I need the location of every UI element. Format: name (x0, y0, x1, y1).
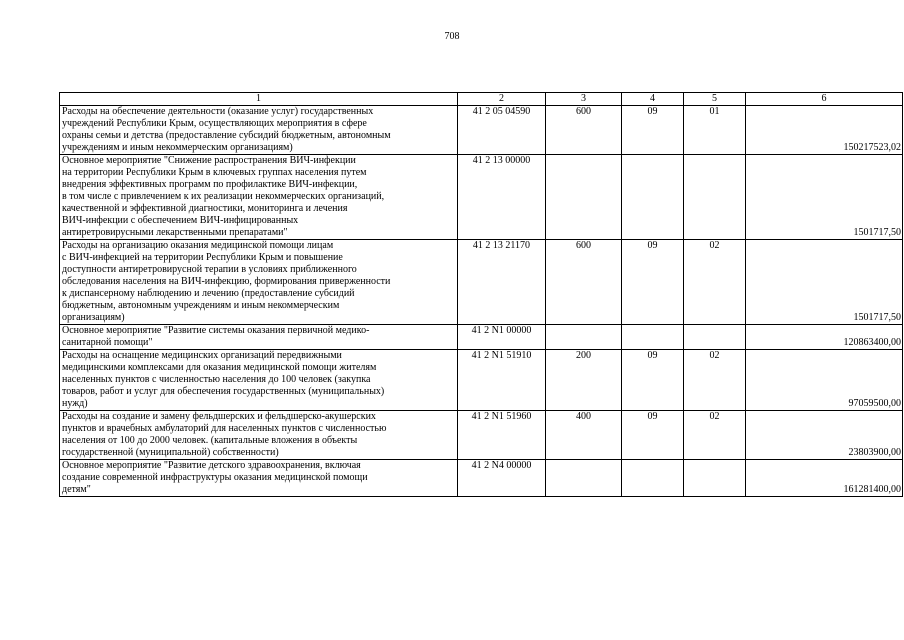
table-row (60, 155, 903, 240)
description-line: в том числе с привлечением к их реализации некоммерческих организаций, (62, 191, 385, 202)
row-amount: 1501717,50 (746, 155, 903, 240)
description-line: учреждений Республики Крым, осуществляющих мероприятия в сфере (62, 118, 367, 129)
description-line: пунктов и врачебных амбулаторий для населенных пунктов с численностью (62, 423, 387, 434)
header-cell: 2 (458, 93, 546, 106)
row-subsection: 02 (684, 240, 746, 325)
table-row (60, 411, 903, 460)
row-amount: 120863400,00 (746, 325, 903, 350)
row-code: 41 2 13 00000 (458, 155, 546, 240)
description-line: товаров, работ и услуг для обеспечения государственных (муниципальных) (62, 386, 385, 397)
row-code: 41 2 05 04590 (458, 106, 546, 155)
table-row (60, 106, 903, 155)
row-description (60, 106, 458, 155)
description-line: охраны семьи и детства (предоставление субсидий бюджетным, автономным (62, 130, 391, 141)
row-amount: 1501717,50 (746, 240, 903, 325)
description-line: с ВИЧ-инфекцией на территории Республики Крым и повышение (62, 252, 343, 263)
row-section (622, 460, 684, 497)
description-line: детям" (62, 484, 91, 495)
header-cell: 6 (746, 93, 903, 106)
row-code: 41 2 N4 00000 (458, 460, 546, 497)
row-code: 41 2 N1 51910 (458, 350, 546, 411)
table-header-row (60, 93, 903, 106)
description-line: Основное мероприятие "Снижение распространения ВИЧ-инфекции (62, 155, 356, 166)
row-amount: 150217523,02 (746, 106, 903, 155)
table-row (60, 325, 903, 350)
description-line: медицинскими комплексами для оказания медицинской помощи жителям (62, 362, 377, 373)
row-subsection: 02 (684, 350, 746, 411)
row-expense-type: 600 (546, 240, 622, 325)
description-line: ВИЧ-инфекции с обеспечением ВИЧ-инфицированных (62, 215, 299, 226)
row-code: 41 2 N1 51960 (458, 411, 546, 460)
row-code: 41 2 N1 00000 (458, 325, 546, 350)
row-subsection: 02 (684, 411, 746, 460)
row-expense-type (546, 325, 622, 350)
row-subsection: 01 (684, 106, 746, 155)
row-description (60, 325, 458, 350)
table-row (60, 350, 903, 411)
description-line: Основное мероприятие "Развитие системы оказания первичной медико- (62, 325, 370, 336)
row-expense-type (546, 460, 622, 497)
row-expense-type: 600 (546, 106, 622, 155)
table-row (60, 460, 903, 497)
row-subsection (684, 460, 746, 497)
description-line: Расходы на оснащение медицинских организаций передвижными (62, 350, 342, 361)
row-amount: 23803900,00 (746, 411, 903, 460)
row-section (622, 325, 684, 350)
page-number: 708 (444, 31, 460, 42)
row-subsection (684, 325, 746, 350)
row-description (60, 411, 458, 460)
row-expense-type: 200 (546, 350, 622, 411)
description-line: бюджетным, автономным учреждениям и иным некоммерческим (62, 300, 340, 311)
header-cell: 1 (60, 93, 458, 106)
header-cell: 3 (546, 93, 622, 106)
description-line: на территории Республики Крым в ключевых группах населения путем (62, 167, 367, 178)
description-line: населенных пунктов с численностью населения до 100 человек (закупка (62, 374, 371, 385)
description-line: учреждениям и иным некоммерческим организациям) (62, 142, 293, 153)
budget-table (59, 92, 903, 497)
row-expense-type (546, 155, 622, 240)
row-amount: 97059500,00 (746, 350, 903, 411)
row-code: 41 2 13 21170 (458, 240, 546, 325)
row-description (60, 155, 458, 240)
row-amount: 161281400,00 (746, 460, 903, 497)
row-section: 09 (622, 350, 684, 411)
description-line: организациям) (62, 312, 125, 323)
description-line: Основное мероприятие "Развитие детского здравоохранения, включая (62, 460, 361, 471)
row-subsection (684, 155, 746, 240)
row-description (60, 460, 458, 497)
header-cell: 4 (622, 93, 684, 106)
row-description (60, 350, 458, 411)
row-description (60, 240, 458, 325)
description-line: Расходы на создание и замену фельдшерских и фельдшерско-акушерских (62, 411, 376, 422)
description-line: населения от 100 до 2000 человек. (капитальные вложения в объекты (62, 435, 358, 446)
description-line: Расходы на организацию оказания медицинской помощи лицам (62, 240, 334, 251)
description-line: обследования населения на ВИЧ-инфекцию, формирования приверженности (62, 276, 391, 287)
row-section: 09 (622, 240, 684, 325)
header-cell: 5 (684, 93, 746, 106)
row-expense-type: 400 (546, 411, 622, 460)
description-line: доступности антиретровирусной терапии в условиях приближенного (62, 264, 357, 275)
description-line: создание современной инфраструктуры оказания медицинской помощи (62, 472, 368, 483)
description-line: Расходы на обеспечение деятельности (оказание услуг) государственных (62, 106, 374, 117)
description-line: антиретровирусными лекарственными препаратами" (62, 227, 288, 238)
table-row (60, 240, 903, 325)
row-section: 09 (622, 106, 684, 155)
description-line: к диспансерному наблюдению и лечению (предоставление субсидий (62, 288, 355, 299)
row-section (622, 155, 684, 240)
description-line: внедрения эффективных программ по профилактике ВИЧ-инфекции, (62, 179, 358, 190)
description-line: санитарной помощи" (62, 337, 153, 348)
description-line: государственной (муниципальной) собственности) (62, 447, 279, 458)
description-line: качественной и эффективной диагностики, мониторинга и лечения (62, 203, 348, 214)
description-line: нужд) (62, 398, 88, 409)
row-section: 09 (622, 411, 684, 460)
